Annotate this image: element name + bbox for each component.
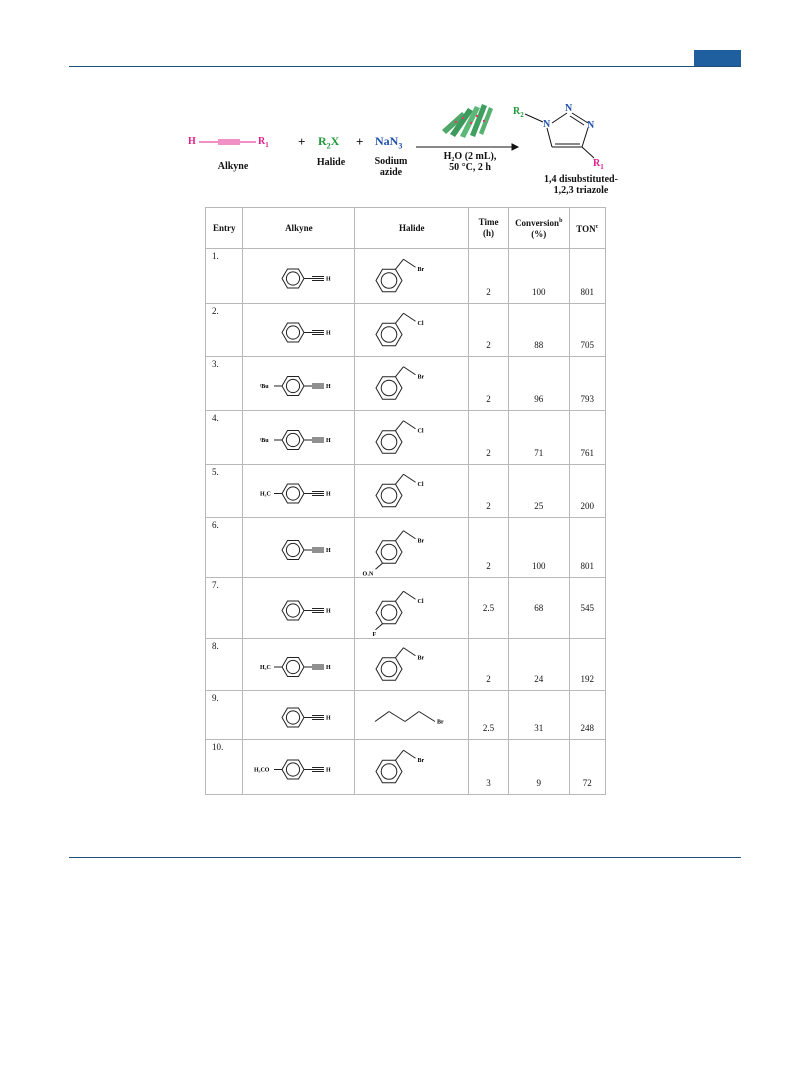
halide-atom-label: Br — [417, 758, 425, 765]
halide-structure-cell — [355, 465, 469, 518]
alkyne-structure — [243, 578, 353, 637]
alkyne-structure-cell — [243, 357, 355, 411]
ton-cell: 801 — [569, 249, 605, 304]
halide-structure-cell — [355, 249, 469, 304]
conversion-cell: 31 — [508, 691, 569, 740]
halide-formula: $R_2X$ — [318, 134, 340, 151]
alkyne-triple-bond — [199, 140, 256, 144]
halide-structure-cell — [355, 304, 469, 357]
triazole-n3: N — [587, 120, 595, 131]
alkyne-substituent: ᵗBu — [260, 438, 269, 444]
entry-cell: 9. — [206, 691, 243, 740]
halide-atom-label: Br — [417, 374, 425, 381]
halide-para-substituent: F — [372, 631, 377, 637]
entry-cell: 10. — [206, 740, 243, 795]
time-cell: 2.5 — [469, 691, 509, 740]
alkyne-structure-cell — [243, 740, 355, 795]
ton-cell: 200 — [569, 465, 605, 518]
alkyne-structure-cell — [243, 691, 355, 740]
ton-cell: 545 — [569, 578, 605, 639]
table-body — [206, 249, 606, 795]
alkyne-structure — [243, 357, 353, 409]
triazole-n1: N — [543, 119, 551, 130]
header-alkyne: Alkyne — [243, 208, 355, 249]
halide-structure — [355, 411, 467, 463]
ton-cell: 705 — [569, 304, 605, 357]
product-label: 1,4 disubstituted- 1,2,3 triazole — [544, 174, 618, 196]
alkyne-substituent: H₃C — [260, 665, 272, 671]
halide-atom-label: Br — [417, 267, 425, 274]
alkyne-structure — [243, 411, 353, 463]
header-conversion: Conversion$^b$ (%) — [508, 208, 569, 249]
time-cell: 2.5 — [469, 578, 509, 639]
table-row — [206, 740, 606, 795]
halide-structure-cell — [355, 411, 469, 465]
alkyne-substituent: ᵗBu — [260, 384, 269, 390]
ton-cell: 801 — [569, 518, 605, 578]
triazole-ring — [525, 113, 594, 158]
alkyne-h-label: H — [326, 438, 332, 444]
alkyne-h-text: H — [188, 136, 196, 147]
time-cell: 2 — [469, 639, 509, 691]
azide-formula: NaN$_3$ — [375, 134, 403, 151]
entry-cell: 7. — [206, 578, 243, 639]
halide-structure — [355, 304, 467, 355]
conversion-cell: 100 — [508, 249, 569, 304]
conversion-cell: 25 — [508, 465, 569, 518]
halide-atom-label: Cl — [417, 321, 424, 328]
product-r2-text: $R_2$ — [513, 106, 524, 119]
header-ton: TON$^c$ — [569, 208, 605, 249]
table-header-row — [206, 208, 606, 249]
time-cell: 2 — [469, 411, 509, 465]
header-halide: Halide — [355, 208, 469, 249]
alkyne-structure — [243, 304, 353, 355]
alkyne-r1-text: $R_1$ — [258, 136, 269, 149]
halide-atom-label: Cl — [417, 599, 424, 606]
halide-structure — [355, 578, 467, 637]
alkyne-structure-cell — [243, 518, 355, 578]
halide-structure — [355, 465, 467, 516]
table-row — [206, 304, 606, 357]
alkyne-structure — [243, 249, 353, 302]
plus-sign-2: + — [356, 134, 364, 149]
table-row — [206, 639, 606, 691]
table-row — [206, 518, 606, 578]
alkyne-h-label: H — [326, 767, 332, 774]
halide-structure — [355, 740, 467, 793]
time-cell: 2 — [469, 304, 509, 357]
reaction-arrow — [416, 144, 518, 150]
alkyne-h-label: H — [326, 330, 332, 337]
entry-cell: 2. — [206, 304, 243, 357]
alkyne-structure-cell — [243, 578, 355, 639]
conversion-cell: 88 — [508, 304, 569, 357]
table-row — [206, 249, 606, 304]
triazole-n2: N — [565, 103, 573, 114]
alkyne-structure — [243, 740, 353, 793]
entry-cell: 6. — [206, 518, 243, 578]
alkyne-structure-cell — [243, 304, 355, 357]
entry-cell: 8. — [206, 639, 243, 691]
halide-structure-cell — [355, 357, 469, 411]
alkyne-structure-cell — [243, 249, 355, 304]
halide-structure-cell — [355, 691, 469, 740]
alkyne-structure-cell — [243, 639, 355, 691]
table-row — [206, 411, 606, 465]
alkyne-structure-cell — [243, 465, 355, 518]
halide-structure-cell — [355, 518, 469, 578]
alkyne-h-label: H — [326, 608, 332, 615]
alkyne-substituent: H₃C — [260, 491, 272, 498]
ton-cell: 761 — [569, 411, 605, 465]
header-entry: Entry — [206, 208, 243, 249]
time-cell: 2 — [469, 465, 509, 518]
ton-cell: 793 — [569, 357, 605, 411]
table-row — [206, 578, 606, 639]
product-r1-text: $R_1$ — [593, 158, 604, 171]
alkyne-structure-cell — [243, 411, 355, 465]
ton-cell: 248 — [569, 691, 605, 740]
entry-cell: 1. — [206, 249, 243, 304]
table-row — [206, 691, 606, 740]
time-cell: 3 — [469, 740, 509, 795]
time-cell: 2 — [469, 357, 509, 411]
halide-structure — [355, 249, 467, 302]
halide-structure-cell — [355, 578, 469, 639]
results-table — [205, 207, 606, 795]
azide-label: Sodium azide — [374, 156, 408, 178]
alkyne-h-label: H — [326, 548, 332, 554]
entry-cell: 5. — [206, 465, 243, 518]
entry-cell: 3. — [206, 357, 243, 411]
halide-structure — [355, 357, 467, 409]
halide-atom-label: Cl — [417, 482, 424, 489]
halide-structure — [355, 518, 467, 576]
halide-para-substituent: O₂N — [362, 571, 374, 576]
conversion-cell: 96 — [508, 357, 569, 411]
ton-cell: 192 — [569, 639, 605, 691]
halide-atom-label: Br — [437, 719, 444, 726]
halide-structure-cell — [355, 740, 469, 795]
conversion-cell: 68 — [508, 578, 569, 639]
halide-structure — [355, 639, 467, 689]
conversion-cell: 24 — [508, 639, 569, 691]
time-cell: 2 — [469, 249, 509, 304]
header-rule — [69, 66, 741, 67]
alkyne-h-label: H — [326, 665, 332, 671]
alkyne-h-label: H — [326, 276, 332, 283]
alkyne-label: Alkyne — [217, 161, 249, 172]
alkyne-structure — [243, 465, 353, 516]
reaction-scheme — [180, 90, 640, 205]
conversion-cell: 9 — [508, 740, 569, 795]
alkyne-structure — [243, 691, 353, 738]
ton-cell: 72 — [569, 740, 605, 795]
catalyst-nanorods-icon — [442, 104, 493, 138]
table-row — [206, 465, 606, 518]
entry-cell: 4. — [206, 411, 243, 465]
time-cell: 2 — [469, 518, 509, 578]
alkyne-h-label: H — [326, 491, 332, 498]
alkyne-substituent: H₃CO — [254, 767, 270, 774]
halide-atom-label: Br — [417, 538, 425, 545]
alkyne-h-label: H — [326, 384, 332, 390]
table-row — [206, 357, 606, 411]
conversion-cell: 71 — [508, 411, 569, 465]
alkyne-structure — [243, 639, 353, 689]
reaction-conditions: H₂O (2 mL), 50 °C, 2 h — [443, 151, 497, 173]
conversion-cell: 100 — [508, 518, 569, 578]
footer-rule — [69, 857, 741, 858]
halide-structure — [355, 691, 467, 738]
alkyne-h-label: H — [326, 715, 332, 722]
halide-atom-label: Br — [417, 655, 425, 662]
header-tab — [694, 50, 741, 66]
halide-atom-label: Cl — [417, 428, 424, 435]
halide-label: Halide — [316, 157, 346, 168]
halide-structure-cell — [355, 639, 469, 691]
plus-sign-1: + — [298, 134, 306, 149]
header-time: Time (h) — [469, 208, 509, 249]
alkyne-structure — [243, 518, 353, 576]
